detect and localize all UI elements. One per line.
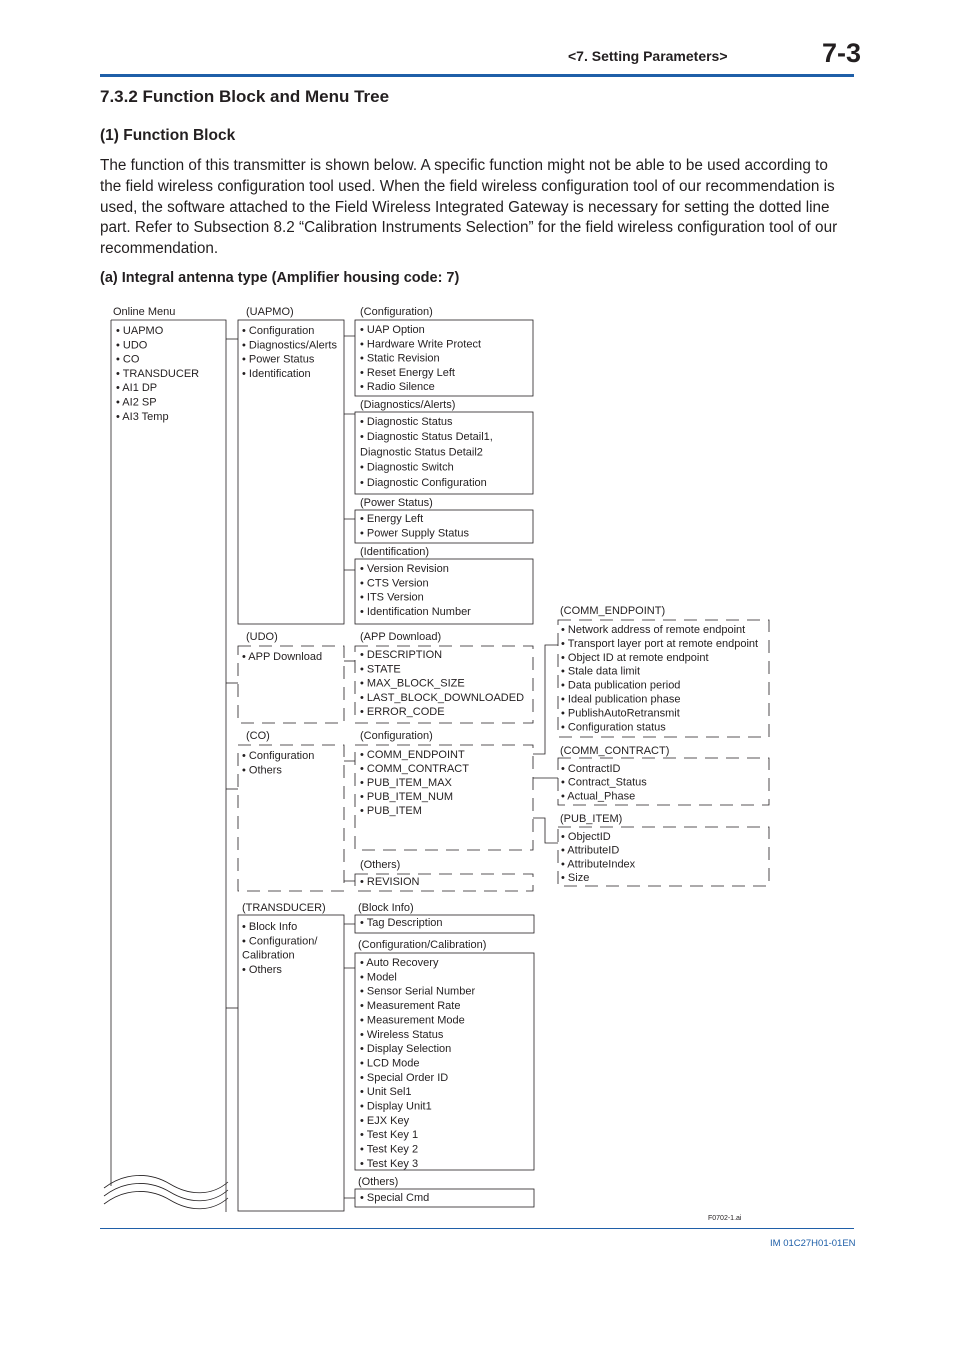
connector: [533, 645, 558, 754]
paragraph-line: used, the software attached to the Field Wireless Integrated Gateway is necessary for setting the dotted line: [100, 198, 830, 216]
config-calibration-item: • Special Order ID: [360, 1071, 449, 1084]
config-calibration-item: • Test Key 3: [360, 1157, 419, 1170]
udo-item: • APP Download: [242, 651, 323, 663]
uapmo-configuration-item: • Radio Silence: [360, 381, 435, 394]
online-menu-item: • AI1 DP: [116, 382, 158, 395]
uapmo-configuration-item: • Hardware Write Protect: [360, 338, 482, 351]
comm-endpoint-item: • Transport layer port at remote endpoint: [561, 637, 759, 650]
block-info-item: • Tag Description: [360, 917, 443, 929]
co-others-label: (Others): [360, 859, 401, 871]
co-others-item: • REVISION: [360, 876, 420, 888]
identification-item: • Identification Number: [360, 605, 471, 618]
comm-endpoint-item: • Ideal publication phase: [561, 693, 681, 706]
co-item: • Configuration: [242, 750, 315, 762]
comm-endpoint-label: (COMM_ENDPOINT): [560, 605, 666, 617]
block-info-label: (Block Info): [358, 902, 414, 914]
connector: [344, 761, 355, 881]
online-menu-box: [111, 320, 226, 1212]
power-status-label: (Power Status): [360, 497, 433, 509]
identification-label: (Identification): [360, 546, 430, 558]
paragraph-line: the field wireless configuration tool used. When the field wireless configuration tool of our recommendation is: [100, 177, 835, 195]
online-menu-item: • UAPMO: [116, 325, 164, 337]
config-calibration-item: • Model: [360, 971, 397, 984]
diagnostics-alerts-item: Diagnostic Status Detail2: [360, 446, 483, 459]
transducer-label: (TRANSDUCER): [242, 902, 326, 914]
online-menu-item: • TRANSDUCER: [116, 367, 200, 380]
config-calibration-item: • Test Key 2: [360, 1143, 419, 1156]
page-number: 7-3: [822, 38, 862, 68]
co-configuration-item: • COMM_CONTRACT: [360, 763, 469, 775]
paragraph-line: recommendation.: [100, 240, 219, 258]
online-menu-item: • AI3 Temp: [116, 410, 169, 423]
diagnostics-alerts-item: • Diagnostic Status: [360, 416, 453, 428]
co-configuration-item: • COMM_ENDPOINT: [360, 749, 465, 761]
identification-item: • ITS Version: [360, 591, 424, 604]
config-calibration-item: • Display Selection: [360, 1043, 452, 1056]
power-status-item: • Energy Left: [360, 513, 424, 525]
transducer-others-label: (Others): [358, 1176, 399, 1188]
comm-contract-item: • Contract_Status: [561, 776, 647, 789]
pub-item-item: • Size: [561, 872, 590, 885]
app-download-label: (APP Download): [360, 631, 442, 643]
app-download-item: • STATE: [360, 663, 401, 676]
config-calibration-item: • Wireless Status: [360, 1028, 444, 1041]
pub-item-item: • AttributeIndex: [561, 858, 636, 871]
config-calibration-item: • Display Unit1: [360, 1100, 432, 1113]
pub-item-item: • AttributeID: [561, 844, 620, 857]
pub-item-label: (PUB_ITEM): [560, 813, 623, 825]
connector: [344, 336, 355, 570]
diagnostics-alerts-label: (Diagnostics/Alerts): [360, 399, 456, 411]
transducer-item: • Block Info: [242, 921, 298, 933]
comm-endpoint-item: • Object ID at remote endpoint: [561, 651, 709, 664]
co-item: • Others: [242, 764, 282, 777]
uapmo-configuration-item: • Static Revision: [360, 352, 440, 365]
connector: [344, 924, 355, 1198]
online-menu-item: • UDO: [116, 339, 148, 352]
figure-id: F0702-1.ai: [708, 1215, 742, 1222]
wave-line: [104, 1191, 228, 1208]
co-configuration-item: • PUB_ITEM_NUM: [360, 791, 454, 803]
co-configuration-item: • PUB_ITEM_MAX: [360, 777, 452, 789]
co-configuration-label: (Configuration): [360, 730, 433, 742]
figure-heading: (a) Integral antenna type (Amplifier housing code: 7): [100, 270, 460, 286]
online-menu-item: • AI2 SP: [116, 396, 157, 409]
config-calibration-label: (Configuration/Calibration): [358, 939, 487, 951]
paragraph-line: The function of this transmitter is shown below. A specific function might not be able to be used according to: [100, 157, 828, 174]
comm-contract-item: • Actual_Phase: [561, 790, 636, 803]
comm-endpoint-item: • Stale data limit: [561, 665, 641, 678]
power-status-item: • Power Supply Status: [360, 527, 470, 540]
comm-endpoint-item: • Network address of remote endpoint: [561, 624, 746, 636]
app-download-item: • ERROR_CODE: [360, 706, 445, 719]
app-download-item: • DESCRIPTION: [360, 649, 443, 661]
config-calibration-item: • EJX Key: [360, 1114, 410, 1127]
section-header: <7. Setting Parameters>: [568, 48, 728, 64]
subsection-title: (1) Function Block: [100, 127, 236, 144]
footer-rule: [100, 1228, 854, 1229]
config-calibration-item: • Measurement Mode: [360, 1014, 465, 1027]
diagnostics-alerts-item: • Diagnostic Status Detail1,: [360, 431, 493, 444]
uapmo-configuration-label: (Configuration): [360, 306, 433, 318]
online-menu-item: • CO: [116, 353, 140, 366]
app-download-item: • MAX_BLOCK_SIZE: [360, 677, 465, 690]
uapmo-item: • Identification: [242, 367, 311, 380]
uapmo-configuration-item: • Reset Energy Left: [360, 366, 455, 379]
uapmo-item: • Diagnostics/Alerts: [242, 339, 337, 352]
pub-item-item: • ObjectID: [561, 831, 611, 843]
config-calibration-item: • Sensor Serial Number: [360, 985, 476, 998]
comm-contract-label: (COMM_CONTRACT): [560, 745, 670, 757]
comm-endpoint-item: • PublishAutoRetransmit: [561, 707, 680, 720]
transducer-item: • Others: [242, 963, 282, 976]
transducer-item: Calibration: [242, 949, 295, 962]
transducer-others-item: • Special Cmd: [360, 1192, 430, 1204]
uapmo-label: (UAPMO): [246, 306, 294, 318]
identification-item: • Version Revision: [360, 563, 449, 575]
udo-label: (UDO): [246, 631, 278, 643]
uapmo-item: • Power Status: [242, 353, 315, 366]
co-label: (CO): [246, 730, 270, 742]
config-calibration-item: • LCD Mode: [360, 1057, 420, 1070]
connector: [533, 818, 558, 843]
menu-item-lists: [116, 324, 758, 1204]
diagnostics-alerts-item: • Diagnostic Switch: [360, 461, 454, 474]
comm-endpoint-item: • Configuration status: [561, 721, 666, 734]
config-calibration-item: • Test Key 1: [360, 1129, 419, 1142]
app-download-item: • LAST_BLOCK_DOWNLOADED: [360, 691, 525, 704]
comm-endpoint-item: • Data publication period: [561, 679, 681, 692]
config-calibration-item: • Auto Recovery: [360, 957, 439, 969]
identification-item: • CTS Version: [360, 577, 429, 590]
transducer-item: • Configuration/: [242, 935, 318, 948]
config-calibration-item: • Unit Sel1: [360, 1086, 412, 1099]
document-id: IM 01C27H01-01EN: [770, 1238, 856, 1249]
uapmo-configuration-item: • UAP Option: [360, 324, 425, 336]
co-configuration-item: • PUB_ITEM: [360, 805, 422, 817]
paragraph-line: part. Refer to Subsection 8.2 “Calibration Instruments Selection” for the field wireless configuration tool of our: [100, 219, 838, 237]
online-menu-label: Online Menu: [113, 306, 176, 318]
uapmo-item: • Configuration: [242, 325, 315, 337]
section-title: 7.3.2 Function Block and Menu Tree: [100, 87, 390, 106]
diagnostics-alerts-item: • Diagnostic Configuration: [360, 476, 487, 489]
config-calibration-item: • Measurement Rate: [360, 1000, 461, 1012]
comm-contract-item: • ContractID: [561, 763, 621, 775]
